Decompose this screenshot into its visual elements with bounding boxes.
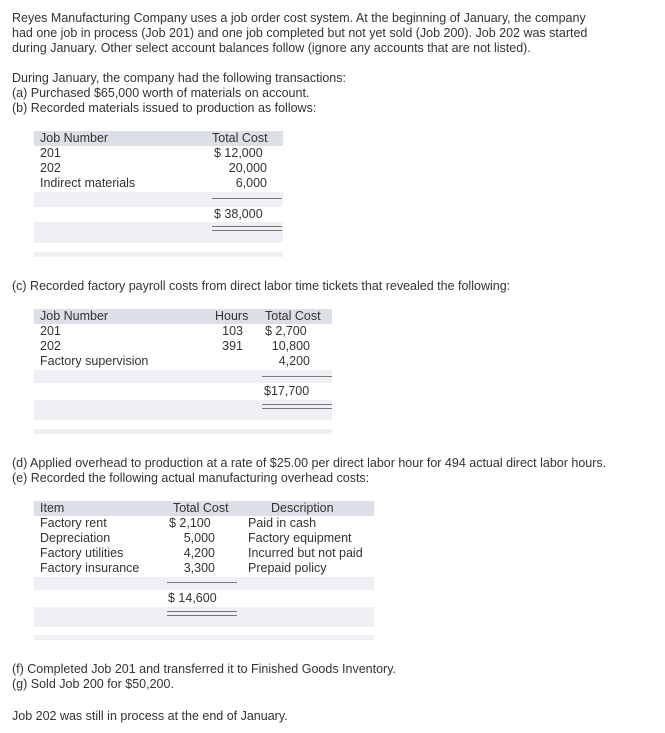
intro-line-2: had one job in process (Job 201) and one job completed but not yet sold (Job 200). Job 202 was started [12,26,588,40]
overhead-row-desc: Paid in cash [248,516,317,530]
materials-row-cost: 20,000 [228,161,267,175]
materials-row-job: Indirect materials [40,176,136,190]
materials-divider [34,252,283,257]
payroll-row-cost: 4,200 [278,354,310,368]
overhead-row-cost: 4,200 [183,546,215,560]
intro-line-3: during January. Other select account balances follow (ignore any accounts that are not listed). [12,41,531,55]
materials-row-job: 202 [40,161,61,175]
overhead-row-cost: 5,000 [183,531,215,545]
transaction-b: (b) Recorded materials issued to production as follows: [12,101,317,115]
payroll-row-hours: 103 [222,324,243,338]
overhead-total: $ 14,600 [168,591,217,605]
materials-header-job: Job Number [40,131,109,145]
overhead-row-desc: Factory equipment [248,531,352,545]
overhead-row-cost: $ 2,100 [169,516,211,530]
materials-row-cost: 6,000 [235,176,267,190]
overhead-row-desc: Prepaid policy [248,561,327,575]
materials-header-cost: Total Cost [212,131,268,145]
payroll-row-hours: 391 [222,339,243,353]
overhead-divider [34,635,374,640]
transaction-a: (a) Purchased $65,000 worth of materials on account. [12,86,310,100]
materials-row-cost: $ 12,000 [214,146,263,160]
payroll-row-job: 202 [40,339,61,353]
overhead-row-item: Factory utilities [40,546,124,560]
overhead-header-cost: Total Cost [173,501,229,515]
intro-line-1: Reyes Manufacturing Company uses a job order cost system. At the beginning of January, the company [12,11,586,25]
payroll-divider [34,429,332,434]
payroll-row-cost: $ 2,700 [265,324,307,338]
transaction-c: (c) Recorded factory payroll costs from direct labor time tickets that revealed the following: [12,279,511,293]
overhead-row-item: Depreciation [40,531,111,545]
transactions-lead: During January, the company had the following transactions: [12,71,346,85]
payroll-row-job: Factory supervision [40,354,149,368]
payroll-header-cost: Total Cost [265,309,321,323]
overhead-header-item: Item [40,501,65,515]
payroll-row-cost: 10,800 [271,339,310,353]
closing-note: Job 202 was still in process at the end of January. [12,709,288,723]
overhead-row-desc: Incurred but not paid [248,546,363,560]
materials-total: $ 38,000 [214,207,263,221]
overhead-row-item: Factory rent [40,516,107,530]
transaction-g: (g) Sold Job 200 for $50,200. [12,677,174,691]
transaction-f: (f) Completed Job 201 and transferred it to Finished Goods Inventory. [12,662,396,676]
payroll-header-job: Job Number [40,309,109,323]
payroll-total: $17,700 [264,384,310,398]
overhead-row-item: Factory insurance [40,561,140,575]
overhead-row-cost: 3,300 [183,561,215,575]
payroll-row-job: 201 [40,324,61,338]
transaction-d: (d) Applied overhead to production at a rate of $25.00 per direct labor hour for 494 actual direct labor hours. [12,456,607,470]
materials-row-job: 201 [40,146,61,160]
payroll-header-hours: Hours [215,309,249,323]
overhead-header-desc: Description [271,501,334,515]
transaction-e: (e) Recorded the following actual manufacturing overhead costs: [12,471,370,485]
